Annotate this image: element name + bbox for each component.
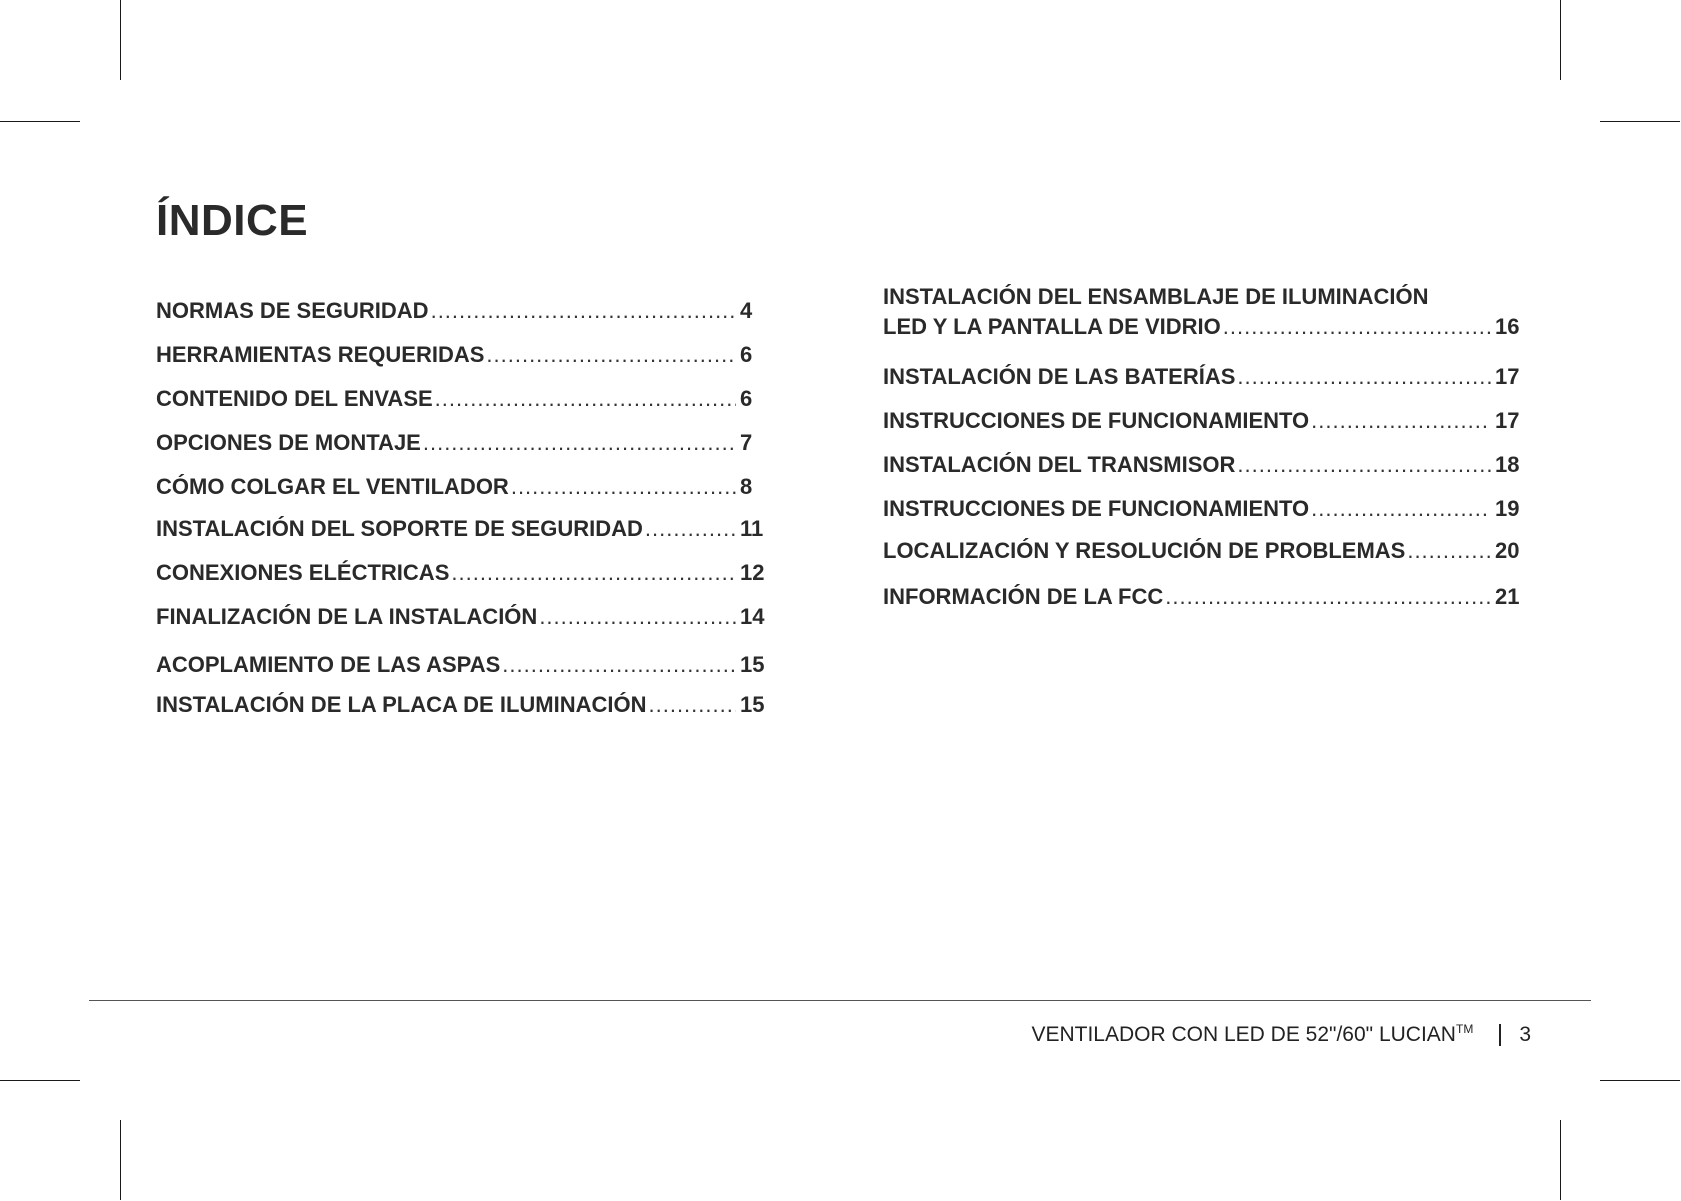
toc-entry-label: INSTALACIÓN DE LAS BATERÍAS — [883, 364, 1236, 389]
toc-entry-page: 21 — [1495, 584, 1520, 609]
dot-leader — [1311, 408, 1491, 434]
crop-mark — [1600, 1080, 1680, 1081]
toc-entry[interactable] — [156, 298, 766, 324]
dot-leader — [451, 560, 736, 586]
toc-entry-page: 15 — [740, 692, 765, 717]
toc-entry-page: 17 — [1495, 408, 1520, 433]
toc-entry[interactable] — [156, 560, 766, 586]
toc-entry[interactable] — [883, 364, 1521, 390]
toc-entry-label: FINALIZACIÓN DE LA INSTALACIÓN — [156, 604, 538, 629]
toc-entry[interactable] — [156, 604, 766, 630]
page-title: ÍNDICE — [156, 196, 309, 245]
toc-entry-label: OPCIONES DE MONTAJE — [156, 430, 421, 455]
toc-entry[interactable] — [883, 452, 1521, 478]
toc-entry-page: 16 — [1495, 314, 1520, 339]
dot-leader — [435, 386, 736, 412]
footer-rule — [89, 1000, 1591, 1001]
toc-entry[interactable] — [156, 516, 766, 542]
toc-entry-page: 14 — [740, 604, 765, 629]
toc-entry[interactable] — [883, 284, 1521, 340]
crop-mark — [120, 0, 121, 80]
toc-entry[interactable] — [883, 538, 1521, 564]
toc-entry-label: INFORMACIÓN DE LA FCC — [883, 584, 1164, 609]
toc-entry-label: INSTALACIÓN DEL TRANSMISOR — [883, 452, 1236, 477]
toc-entry-label: HERRAMIENTAS REQUERIDAS — [156, 342, 485, 367]
toc-entry-page: 20 — [1495, 538, 1520, 563]
dot-leader — [423, 430, 736, 456]
toc-entry-label-line1: INSTALACIÓN DEL ENSAMBLAJE DE ILUMINACIÓN — [883, 284, 1429, 309]
page-footer — [1031, 1022, 1531, 1047]
toc-entry[interactable] — [156, 430, 766, 456]
dot-leader — [1407, 538, 1491, 564]
toc-entry[interactable] — [156, 342, 766, 368]
page-number: 3 — [1519, 1022, 1531, 1046]
crop-mark — [1560, 1120, 1561, 1200]
dot-leader — [645, 516, 736, 542]
toc-entry-label: CÓMO COLGAR EL VENTILADOR — [156, 474, 509, 499]
toc-entry-page: 12 — [740, 560, 765, 585]
dot-leader — [511, 474, 736, 500]
toc-entry-page: 11 — [740, 516, 764, 541]
dot-leader — [502, 652, 736, 678]
toc-entry-label: INSTALACIÓN DE LA PLACA DE ILUMINACIÓN — [156, 692, 647, 717]
toc-entry[interactable] — [156, 386, 766, 412]
toc-entry-page: 18 — [1495, 452, 1520, 477]
toc-entry-label: LED Y LA PANTALLA DE VIDRIO — [883, 314, 1221, 339]
dot-leader — [431, 298, 736, 324]
crop-mark — [0, 1080, 80, 1081]
dot-leader — [1311, 496, 1491, 522]
toc-entry-page: 8 — [740, 474, 753, 499]
dot-leader — [1165, 584, 1491, 610]
toc-entry-page: 19 — [1495, 496, 1520, 521]
toc-entry-label: CONTENIDO DEL ENVASE — [156, 386, 433, 411]
toc-entry-page: 4 — [740, 298, 753, 323]
toc-entry-page: 17 — [1495, 364, 1520, 389]
toc-entry-page: 7 — [740, 430, 753, 455]
dot-leader — [486, 342, 736, 368]
toc-entry[interactable] — [156, 692, 766, 718]
toc-entry-page: 6 — [740, 342, 753, 367]
dot-leader — [1237, 364, 1491, 390]
crop-mark — [1600, 121, 1680, 122]
toc-entry-label: ACOPLAMIENTO DE LAS ASPAS — [156, 652, 501, 677]
footer-product-name: VENTILADOR CON LED DE 52"/60" LUCIAN™ — [1031, 1022, 1474, 1046]
toc-entry-label: CONEXIONES ELÉCTRICAS — [156, 560, 450, 585]
toc-entry-page: 15 — [740, 652, 765, 677]
toc-entry-line2 — [883, 314, 1521, 340]
toc-entry[interactable] — [156, 652, 766, 678]
dot-leader — [1237, 452, 1491, 478]
toc-entry-label: NORMAS DE SEGURIDAD — [156, 298, 429, 323]
toc-entry-page: 6 — [740, 386, 753, 411]
toc-entry-label: LOCALIZACIÓN Y RESOLUCIÓN DE PROBLEMAS — [883, 538, 1406, 563]
toc-entry[interactable] — [883, 496, 1521, 522]
toc-entry-label: INSTRUCCIONES DE FUNCIONAMIENTO — [883, 496, 1310, 521]
crop-mark — [120, 1120, 121, 1200]
toc-entry-label: INSTALACIÓN DEL SOPORTE DE SEGURIDAD — [156, 516, 643, 541]
dot-leader — [539, 604, 736, 630]
crop-mark — [0, 121, 80, 122]
footer-separator — [1499, 1024, 1501, 1046]
trademark-symbol: TM — [1455, 1022, 1474, 1036]
toc-entry[interactable] — [883, 584, 1521, 610]
toc-entry[interactable] — [156, 474, 766, 500]
crop-mark — [1560, 0, 1561, 80]
toc-entry[interactable] — [883, 408, 1521, 434]
dot-leader — [1223, 314, 1491, 340]
toc-entry-label: INSTRUCCIONES DE FUNCIONAMIENTO — [883, 408, 1310, 433]
dot-leader — [649, 692, 737, 718]
